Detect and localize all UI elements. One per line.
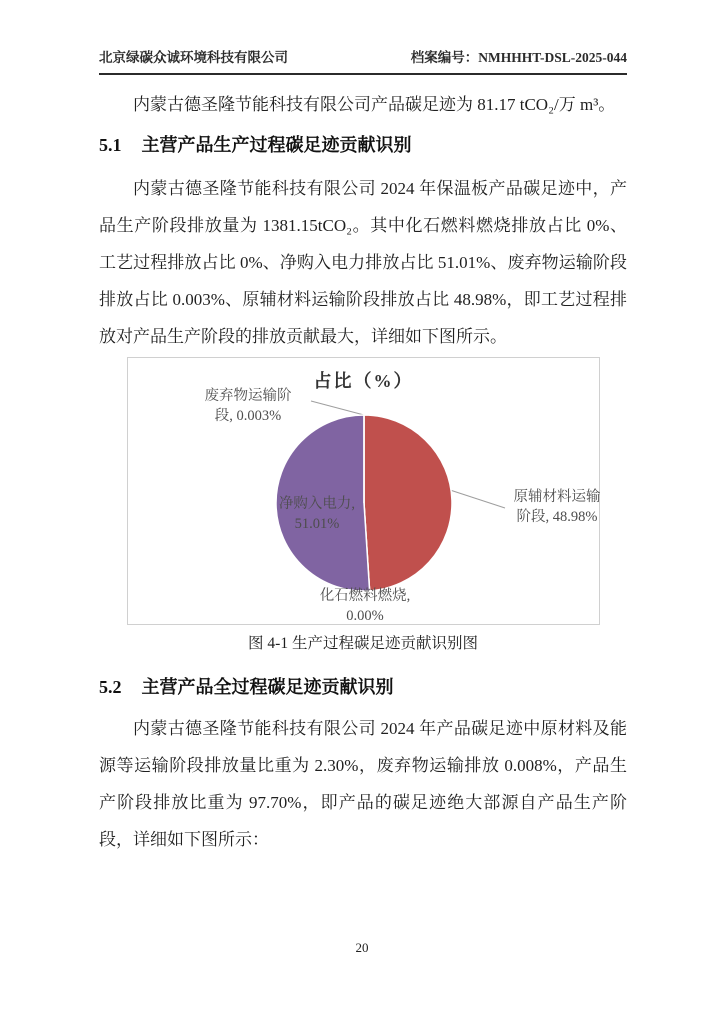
section-5-2-heading bbox=[99, 673, 627, 699]
section-number: 5.1 bbox=[99, 135, 122, 155]
company-name: 北京绿碳众诚环境科技有限公司 bbox=[99, 50, 288, 65]
leader-line-raw-material bbox=[450, 490, 505, 508]
section-5-1-body: 内蒙古德圣隆节能科技有限公司 2024 年保温板产品碳足迹中，产品生产阶段排放量为 1381.15tCO₂。其中化石燃料燃烧排放占比 0%、工艺过程排放占比 0%、净购入电力排放占比 51.01%、废弃物运输阶段排放占比 0.003%、原辅材料运输阶段排放占比 48.98%，即工艺过程排放对产品生产阶段的排放贡献最大，详细如下图所示。 bbox=[99, 179, 627, 346]
pie-label-raw-material: 原辅材料运输阶段, 48.98% bbox=[513, 489, 601, 525]
pie-label-waste-transport: 废弃物运输阶段, 0.003% bbox=[204, 388, 292, 424]
figure-chart bbox=[127, 357, 600, 625]
figure-caption: 图 4-1 生产过程碳足迹贡献识别图 bbox=[248, 635, 478, 652]
archive-number: 档案编号：NMHHHT-DSL-2025-044 bbox=[410, 50, 627, 65]
pie-label-electricity: 净购入电力, 51.01% bbox=[278, 496, 356, 532]
pie-label-fossil-fuel: 化石燃料燃烧, 0.00% bbox=[319, 588, 411, 624]
intro-paragraph: 内蒙古德圣隆节能科技有限公司产品碳足迹为 81.17 tCO₂/万 m³。 bbox=[133, 95, 616, 114]
page-number: 20 bbox=[355, 940, 369, 955]
chart-title: 占比（%） bbox=[313, 371, 414, 391]
page-header bbox=[99, 46, 627, 75]
section-number: 5.2 bbox=[99, 677, 122, 697]
pie-slice bbox=[364, 415, 452, 591]
section-title: 主营产品生产过程碳足迹贡献识别 bbox=[141, 135, 412, 155]
section-5-2-body: 内蒙古德圣隆节能科技有限公司 2024 年产品碳足迹中原材料及能源等运输阶段排放量比重为 2.30%，废弃物运输排放 0.008%，产品生产阶段排放比重为 97.70%，即产品的碳足迹绝大部源自产品生产阶段，详细如下图所示： bbox=[99, 719, 627, 849]
section-title: 主营产品全过程碳足迹贡献识别 bbox=[141, 677, 394, 697]
section-5-1-heading bbox=[99, 131, 627, 157]
leader-line-waste-transport bbox=[311, 401, 364, 415]
